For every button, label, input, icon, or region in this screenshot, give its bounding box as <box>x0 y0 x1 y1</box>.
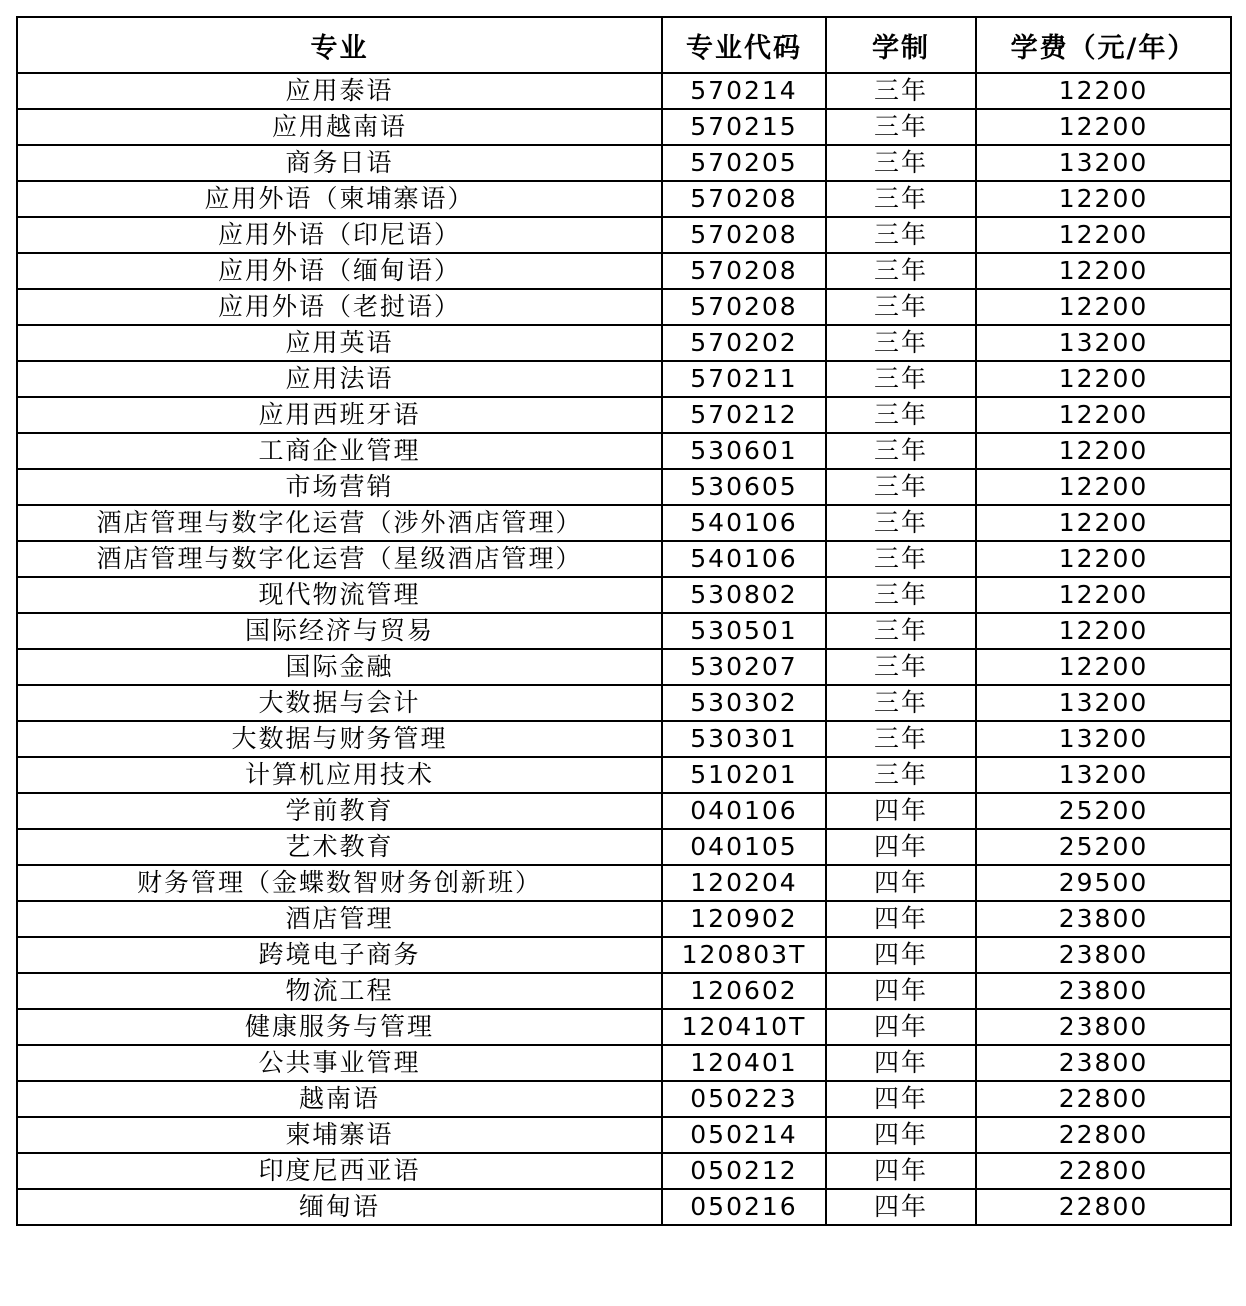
table-row <box>17 973 1231 1009</box>
cell-code: 120410T <box>662 1009 826 1045</box>
cell-code: 570208 <box>662 253 826 289</box>
table-row <box>17 361 1231 397</box>
cell-years: 四年 <box>826 1009 976 1045</box>
cell-code: 530302 <box>662 685 826 721</box>
cell-years: 三年 <box>826 505 976 541</box>
header-code: 专业代码 <box>662 17 826 73</box>
cell-fee: 22800 <box>976 1081 1231 1117</box>
cell-code: 530605 <box>662 469 826 505</box>
cell-major: 学前教育 <box>17 793 662 829</box>
cell-years: 三年 <box>826 433 976 469</box>
cell-code: 570205 <box>662 145 826 181</box>
cell-fee: 12200 <box>976 505 1231 541</box>
table-row <box>17 937 1231 973</box>
cell-code: 530207 <box>662 649 826 685</box>
cell-years: 四年 <box>826 1153 976 1189</box>
cell-years: 三年 <box>826 253 976 289</box>
cell-major: 跨境电子商务 <box>17 937 662 973</box>
cell-major: 应用越南语 <box>17 109 662 145</box>
cell-major: 国际金融 <box>17 649 662 685</box>
cell-fee: 23800 <box>976 937 1231 973</box>
cell-major: 应用外语（缅甸语） <box>17 253 662 289</box>
cell-years: 三年 <box>826 325 976 361</box>
cell-years: 三年 <box>826 145 976 181</box>
cell-major: 酒店管理与数字化运营（涉外酒店管理） <box>17 505 662 541</box>
table-row <box>17 73 1231 109</box>
table-row <box>17 865 1231 901</box>
header-fee: 学费（元/年） <box>976 17 1231 73</box>
cell-code: 540106 <box>662 505 826 541</box>
table-row <box>17 325 1231 361</box>
cell-code: 050212 <box>662 1153 826 1189</box>
cell-code: 540106 <box>662 541 826 577</box>
cell-fee: 12200 <box>976 613 1231 649</box>
cell-code: 050214 <box>662 1117 826 1153</box>
table-row <box>17 433 1231 469</box>
cell-code: 570211 <box>662 361 826 397</box>
cell-fee: 13200 <box>976 721 1231 757</box>
cell-fee: 12200 <box>976 217 1231 253</box>
cell-code: 570208 <box>662 181 826 217</box>
cell-code: 050223 <box>662 1081 826 1117</box>
cell-major: 应用外语（老挝语） <box>17 289 662 325</box>
cell-fee: 25200 <box>976 793 1231 829</box>
cell-fee: 12200 <box>976 469 1231 505</box>
cell-fee: 12200 <box>976 433 1231 469</box>
cell-code: 050216 <box>662 1189 826 1225</box>
cell-fee: 13200 <box>976 685 1231 721</box>
table-row <box>17 649 1231 685</box>
header-major: 专业 <box>17 17 662 73</box>
cell-major: 大数据与财务管理 <box>17 721 662 757</box>
cell-fee: 23800 <box>976 1045 1231 1081</box>
cell-major: 物流工程 <box>17 973 662 1009</box>
cell-fee: 13200 <box>976 145 1231 181</box>
cell-years: 四年 <box>826 1189 976 1225</box>
cell-years: 三年 <box>826 649 976 685</box>
cell-fee: 12200 <box>976 289 1231 325</box>
table-row <box>17 1045 1231 1081</box>
cell-fee: 12200 <box>976 73 1231 109</box>
tuition-table <box>16 16 1232 1226</box>
table-row <box>17 289 1231 325</box>
cell-major: 柬埔寨语 <box>17 1117 662 1153</box>
cell-years: 四年 <box>826 1081 976 1117</box>
table-row <box>17 721 1231 757</box>
cell-fee: 23800 <box>976 1009 1231 1045</box>
cell-fee: 12200 <box>976 649 1231 685</box>
cell-years: 四年 <box>826 937 976 973</box>
cell-code: 040105 <box>662 829 826 865</box>
table-row <box>17 109 1231 145</box>
cell-years: 三年 <box>826 109 976 145</box>
cell-fee: 12200 <box>976 181 1231 217</box>
cell-years: 三年 <box>826 757 976 793</box>
cell-major: 健康服务与管理 <box>17 1009 662 1045</box>
table-row <box>17 577 1231 613</box>
cell-code: 120204 <box>662 865 826 901</box>
table-header <box>17 17 1231 73</box>
cell-code: 120902 <box>662 901 826 937</box>
table-row <box>17 469 1231 505</box>
cell-code: 530802 <box>662 577 826 613</box>
cell-major: 缅甸语 <box>17 1189 662 1225</box>
cell-major: 越南语 <box>17 1081 662 1117</box>
table-body <box>17 73 1231 1225</box>
table-row <box>17 1189 1231 1225</box>
cell-years: 三年 <box>826 289 976 325</box>
cell-code: 570212 <box>662 397 826 433</box>
header-row <box>17 17 1231 73</box>
cell-major: 工商企业管理 <box>17 433 662 469</box>
cell-fee: 12200 <box>976 361 1231 397</box>
cell-fee: 12200 <box>976 541 1231 577</box>
cell-code: 510201 <box>662 757 826 793</box>
cell-fee: 13200 <box>976 757 1231 793</box>
cell-fee: 13200 <box>976 325 1231 361</box>
cell-code: 570208 <box>662 289 826 325</box>
cell-major: 应用英语 <box>17 325 662 361</box>
cell-code: 530501 <box>662 613 826 649</box>
cell-fee: 29500 <box>976 865 1231 901</box>
cell-major: 艺术教育 <box>17 829 662 865</box>
cell-fee: 22800 <box>976 1117 1231 1153</box>
cell-major: 国际经济与贸易 <box>17 613 662 649</box>
cell-code: 570202 <box>662 325 826 361</box>
table-row <box>17 1117 1231 1153</box>
cell-code: 120401 <box>662 1045 826 1081</box>
cell-major: 财务管理（金蝶数智财务创新班） <box>17 865 662 901</box>
table-row <box>17 685 1231 721</box>
table-row <box>17 1081 1231 1117</box>
cell-years: 四年 <box>826 973 976 1009</box>
cell-years: 四年 <box>826 901 976 937</box>
cell-years: 四年 <box>826 1045 976 1081</box>
cell-years: 三年 <box>826 721 976 757</box>
cell-major: 公共事业管理 <box>17 1045 662 1081</box>
cell-fee: 25200 <box>976 829 1231 865</box>
table-row <box>17 793 1231 829</box>
cell-major: 现代物流管理 <box>17 577 662 613</box>
cell-fee: 12200 <box>976 253 1231 289</box>
table-row <box>17 253 1231 289</box>
cell-code: 570214 <box>662 73 826 109</box>
cell-years: 三年 <box>826 469 976 505</box>
cell-major: 应用西班牙语 <box>17 397 662 433</box>
cell-years: 三年 <box>826 181 976 217</box>
cell-major: 应用法语 <box>17 361 662 397</box>
cell-code: 040106 <box>662 793 826 829</box>
cell-major: 计算机应用技术 <box>17 757 662 793</box>
cell-years: 三年 <box>826 685 976 721</box>
header-years: 学制 <box>826 17 976 73</box>
cell-major: 印度尼西亚语 <box>17 1153 662 1189</box>
cell-major: 酒店管理 <box>17 901 662 937</box>
cell-years: 三年 <box>826 541 976 577</box>
cell-major: 酒店管理与数字化运营（星级酒店管理） <box>17 541 662 577</box>
cell-fee: 12200 <box>976 397 1231 433</box>
table-row <box>17 757 1231 793</box>
table-row <box>17 901 1231 937</box>
cell-fee: 23800 <box>976 973 1231 1009</box>
table-row <box>17 505 1231 541</box>
table-row <box>17 829 1231 865</box>
cell-years: 三年 <box>826 361 976 397</box>
cell-years: 三年 <box>826 577 976 613</box>
cell-major: 市场营销 <box>17 469 662 505</box>
cell-fee: 12200 <box>976 109 1231 145</box>
cell-code: 570208 <box>662 217 826 253</box>
table-row <box>17 397 1231 433</box>
cell-years: 四年 <box>826 793 976 829</box>
cell-code: 530601 <box>662 433 826 469</box>
cell-fee: 12200 <box>976 577 1231 613</box>
cell-code: 530301 <box>662 721 826 757</box>
table-row <box>17 613 1231 649</box>
cell-years: 四年 <box>826 865 976 901</box>
cell-major: 大数据与会计 <box>17 685 662 721</box>
table-row <box>17 1009 1231 1045</box>
cell-code: 570215 <box>662 109 826 145</box>
cell-fee: 23800 <box>976 901 1231 937</box>
cell-years: 三年 <box>826 613 976 649</box>
cell-major: 应用泰语 <box>17 73 662 109</box>
cell-fee: 22800 <box>976 1153 1231 1189</box>
cell-years: 三年 <box>826 73 976 109</box>
table-row <box>17 145 1231 181</box>
cell-major: 应用外语（印尼语） <box>17 217 662 253</box>
table-row <box>17 541 1231 577</box>
cell-fee: 22800 <box>976 1189 1231 1225</box>
cell-years: 四年 <box>826 1117 976 1153</box>
table-row <box>17 1153 1231 1189</box>
cell-years: 三年 <box>826 397 976 433</box>
cell-code: 120803T <box>662 937 826 973</box>
table-row <box>17 181 1231 217</box>
cell-code: 120602 <box>662 973 826 1009</box>
cell-major: 应用外语（柬埔寨语） <box>17 181 662 217</box>
cell-major: 商务日语 <box>17 145 662 181</box>
cell-years: 四年 <box>826 829 976 865</box>
table-row <box>17 217 1231 253</box>
cell-years: 三年 <box>826 217 976 253</box>
